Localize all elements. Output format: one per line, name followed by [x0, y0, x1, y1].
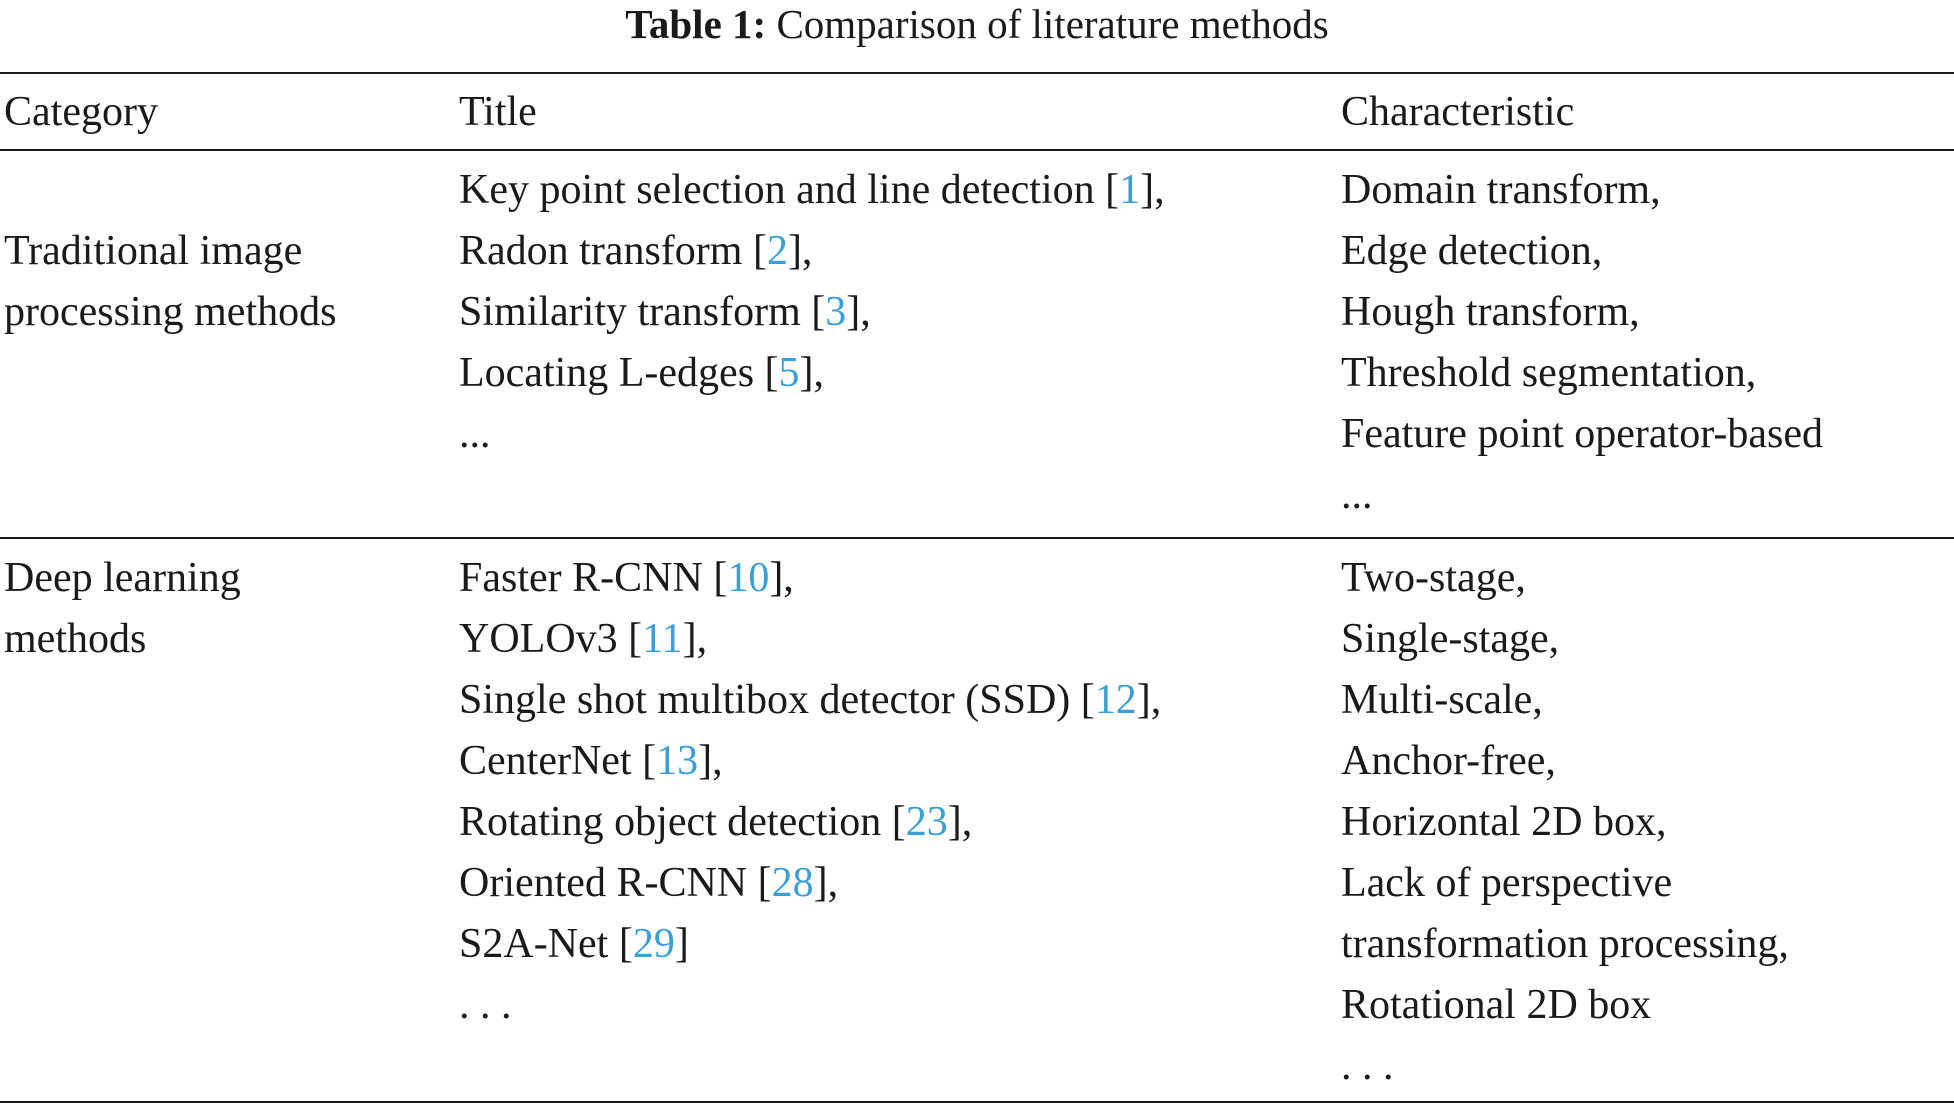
- bottom-rule: [0, 1101, 1954, 1103]
- title-item: Radon transform [2],: [459, 228, 813, 274]
- table-caption-text: Comparison of literature methods: [776, 1, 1329, 47]
- title-item: Oriented R-CNN [28],: [459, 860, 839, 906]
- row-1-titles: [459, 160, 1165, 465]
- row-2-titles: [459, 548, 1161, 1036]
- citation-link[interactable]: 11: [642, 616, 683, 662]
- header-category: Category: [4, 89, 158, 135]
- row-2-category-line: Deep learning: [4, 555, 241, 601]
- title-item-ellipsis: . . .: [459, 982, 512, 1028]
- characteristic-item: Lack of perspective: [1341, 860, 1673, 906]
- title-item-ellipsis: ...: [459, 411, 491, 457]
- title-item: Rotating object detection [23],: [459, 799, 973, 845]
- title-item: Single shot multibox detector (SSD) [12],: [459, 677, 1162, 723]
- characteristic-item: Anchor-free,: [1341, 738, 1556, 784]
- citation-link[interactable]: 28: [771, 860, 814, 906]
- title-item: Key point selection and line detection [1],: [459, 167, 1165, 213]
- table-caption-label: Table 1:: [625, 1, 767, 47]
- characteristic-item: Hough transform,: [1341, 289, 1640, 335]
- row-1-category-line: processing methods: [4, 289, 337, 335]
- citation-link[interactable]: 5: [778, 350, 800, 396]
- row-1-category-line: Traditional image: [4, 228, 303, 274]
- row-2-characteristics: [1341, 548, 1789, 1097]
- characteristic-item: Domain transform,: [1341, 167, 1661, 213]
- top-rule: [0, 72, 1954, 74]
- characteristic-item: Rotational 2D box: [1341, 982, 1652, 1028]
- characteristic-item: . . .: [1341, 1043, 1394, 1089]
- header-title: Title: [459, 89, 537, 135]
- characteristic-item: transformation processing,: [1341, 921, 1789, 967]
- title-item: YOLOv3 [11],: [459, 616, 708, 662]
- title-item: CenterNet [13],: [459, 738, 723, 784]
- citation-link[interactable]: 2: [766, 228, 788, 274]
- citation-link[interactable]: 29: [632, 921, 675, 967]
- row-1-category: [4, 221, 336, 343]
- characteristic-item: Edge detection,: [1341, 228, 1603, 274]
- citation-link[interactable]: 10: [727, 555, 770, 601]
- citation-link[interactable]: 13: [656, 738, 699, 784]
- citation-link[interactable]: 1: [1119, 167, 1141, 213]
- citation-link[interactable]: 3: [825, 289, 847, 335]
- title-item: Faster R-CNN [10],: [459, 555, 794, 601]
- characteristic-item: Threshold segmentation,: [1341, 350, 1757, 396]
- header-characteristic: Characteristic: [1341, 89, 1575, 135]
- row-1-characteristics: [1341, 160, 1823, 526]
- title-item: S2A-Net [29]: [459, 921, 689, 967]
- characteristic-item: Two-stage,: [1341, 555, 1526, 601]
- row-2-category: [4, 548, 241, 670]
- row-divider: [0, 537, 1954, 539]
- characteristic-item: Feature point operator-based: [1341, 411, 1823, 457]
- title-item: Similarity transform [3],: [459, 289, 871, 335]
- characteristic-item: Horizontal 2D box,: [1341, 799, 1667, 845]
- table-caption: [0, 0, 1954, 48]
- title-item: Locating L-edges [5],: [459, 350, 825, 396]
- header-rule: [0, 149, 1954, 151]
- characteristic-item: Multi-scale,: [1341, 677, 1543, 723]
- row-2-category-line: methods: [4, 616, 147, 662]
- characteristic-item: Single-stage,: [1341, 616, 1560, 662]
- citation-link[interactable]: 23: [905, 799, 948, 845]
- citation-link[interactable]: 12: [1094, 677, 1137, 723]
- characteristic-item: ...: [1341, 472, 1373, 518]
